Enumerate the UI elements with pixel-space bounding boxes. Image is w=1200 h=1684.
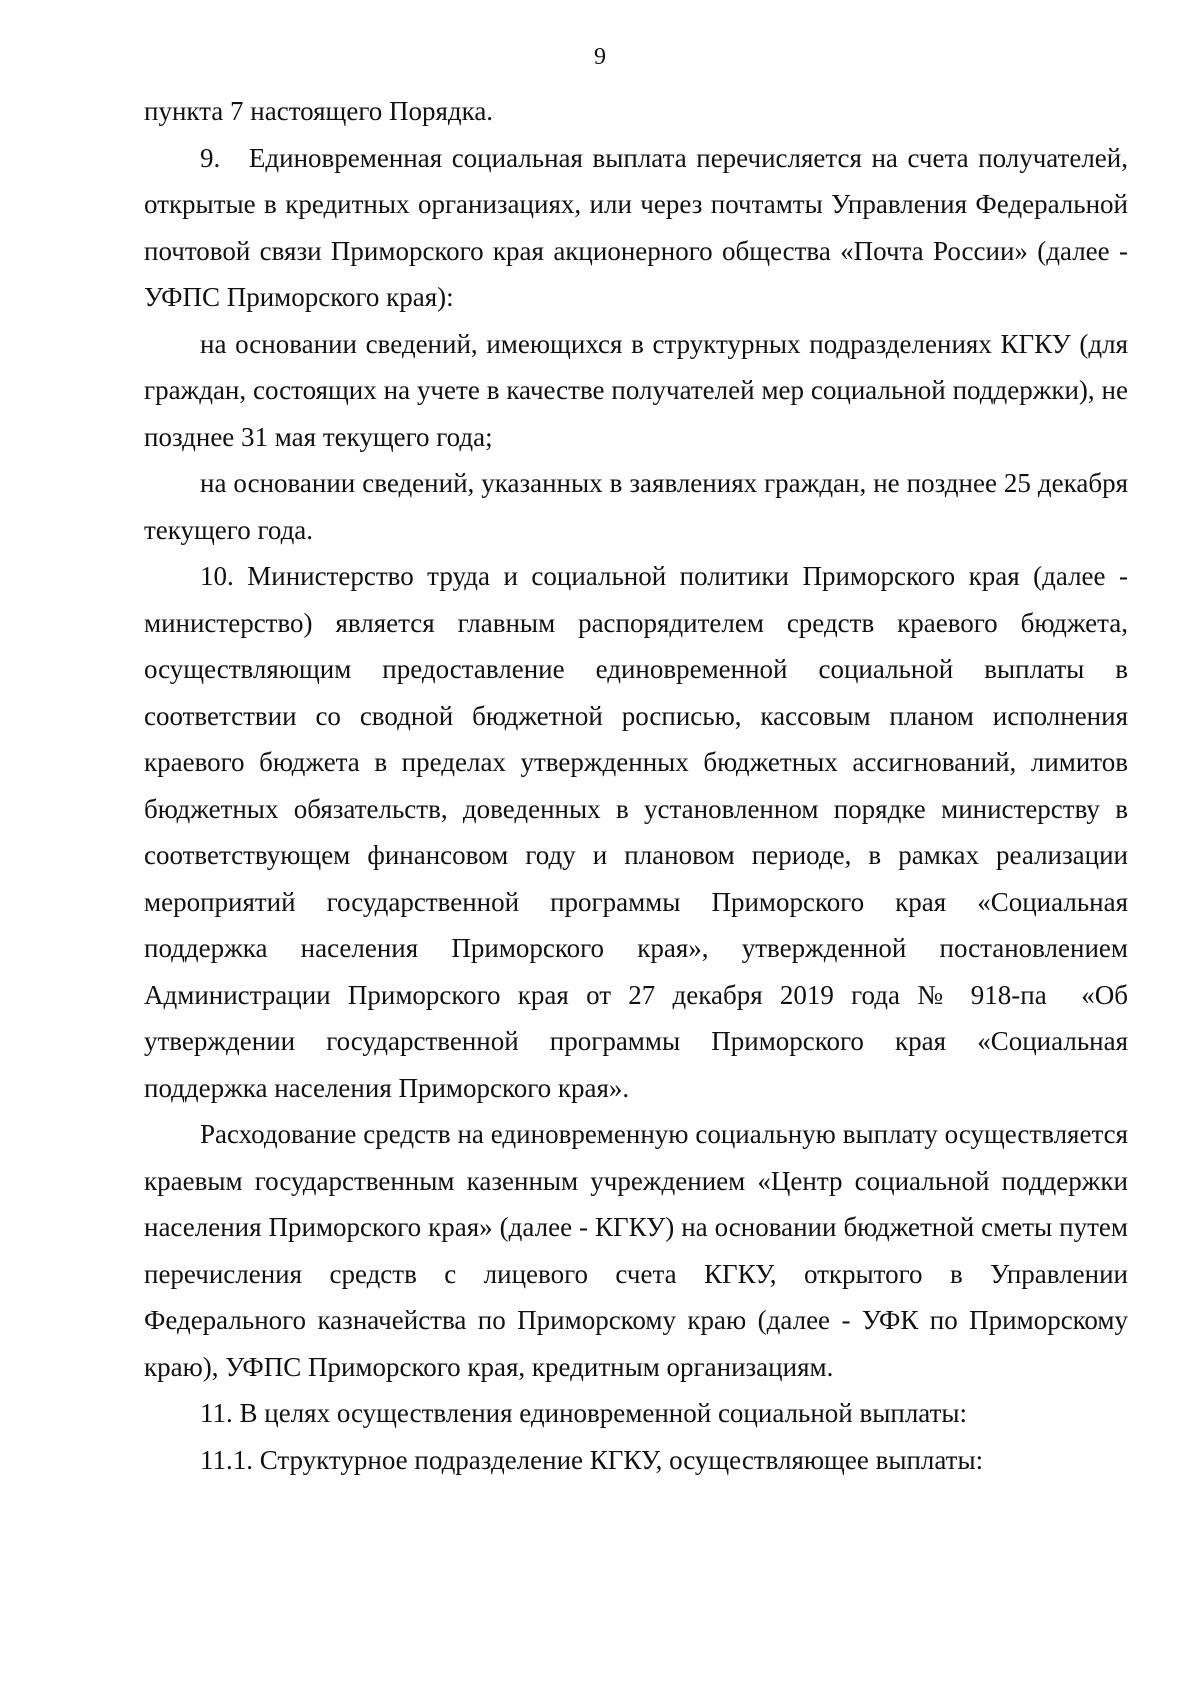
paragraph-continuation: пункта 7 настоящего Порядка. [144, 96, 494, 126]
paragraph-item-10-spending: Расходование средств на единовременную социальную выплату осуществляется краевым государственным казенным учреждением «Центр социальной поддержки населения Приморского края» (далее - КГКУ) на основании бюджетной сметы путем перечисления средств с лицевого счета КГКУ, открытого в Управлении Федерального казначейства по Приморскому краю (далее - УФК по Приморскому краю), УФПС Приморского края, кредитным организациям. [144, 1119, 1128, 1382]
paragraph-item-9-clause-2: на основании сведений, указанных в заявлениях граждан, не позднее 25 декабря текущего года. [144, 468, 1128, 545]
paragraph-item-9: 9. Единовременная социальная выплата перечисляется на счета получателей, открытые в кредитных организациях, или через почтамты Управления Федеральной почтовой связи Приморского края акционерного общества «Почта России» (далее - УФПС Приморского края): [144, 142, 1128, 312]
paragraph-item-11: 11. В целях осуществления единовременной социальной выплаты: [200, 1398, 968, 1428]
paragraph-item-10: 10. Министерство труда и социальной политики Приморского края (далее - министерство) является главным распорядителем средств краевого бюджета, осуществляющим предоставление единовременной социальной выплаты в соответствии со сводной бюджетной росписью, кассовым планом исполнения краевого бюджета в пределах утвержденных бюджетных ассигнований, лимитов бюджетных обязательств, доведенных в установленном порядке министерству в соответствующем финансовом году и плановом периоде, в рамках реализации мероприятий государственной программы Приморского края «Социальная поддержка населения Приморского края», утвержденной постановлением Администрации Приморского края от 27 декабря 2019 года № 918-па «Об утверждении государственной программы Приморского края «Социальная поддержка населения Приморского края». [144, 561, 1128, 1103]
document-body [144, 88, 1128, 1483]
paragraph-item-11-1: 11.1. Структурное подразделение КГКУ, осуществляющее выплаты: [200, 1444, 984, 1475]
page-number: 9 [594, 44, 606, 70]
paragraph-item-9-clause-1: на основании сведений, имеющихся в структурных подразделениях КГКУ (для граждан, состоящих на учете в качестве получателей мер социальной поддержки), не позднее 31 мая текущего года; [144, 328, 1128, 452]
